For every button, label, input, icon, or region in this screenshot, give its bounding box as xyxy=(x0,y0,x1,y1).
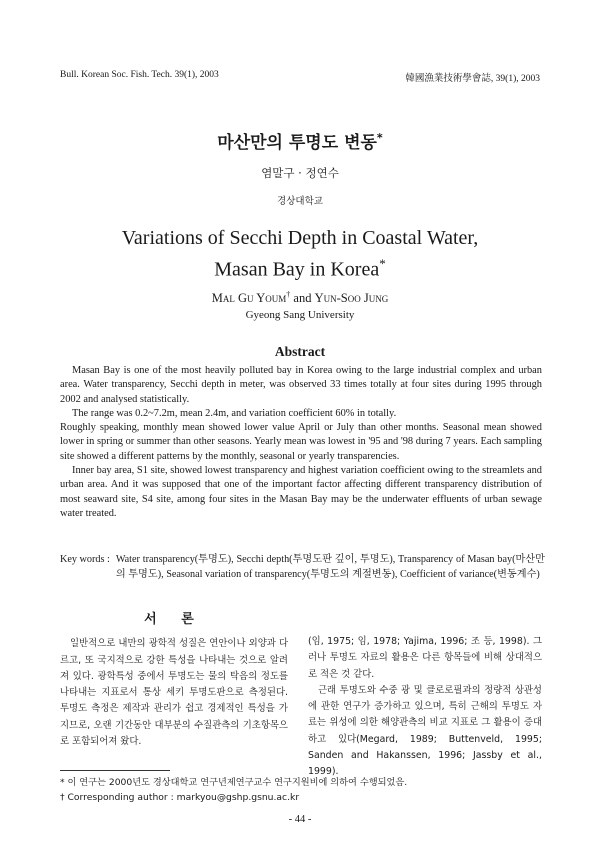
abstract-paragraph-4: Inner bay area, S1 site, showed lowest transparency and highest variation coefficient owing to the streamlets and urban area. And it was supposed that one of the important factor affecting different transparency distribution of most seaward site, S4 site, among four sites in the Masan Bay may be the underwater effluents of urban sewage water treated. xyxy=(60,465,542,519)
authors-korean xyxy=(0,165,600,181)
keywords-label: Key words : xyxy=(60,554,110,565)
corresponding-author-mark: † xyxy=(286,290,291,299)
title-korean-text: 마산만의 투명도 변동 xyxy=(217,133,377,153)
abstract-body xyxy=(60,364,542,521)
abstract-paragraph-3: Roughly speaking, monthly mean showed lower value April or July than other months. Seasonal mean showed lower in spring or summer than other seasons. Yearly mean was lowest in '95 and '98 during 7 years. Each sampling site showed a different patterns by the monthly, seasonal or yearly transparencies. xyxy=(60,422,542,462)
keywords-section xyxy=(60,553,545,582)
intro-heading: 서 론 xyxy=(144,612,204,627)
title-english xyxy=(0,226,600,283)
journal-header-english: Bull. Korean Soc. Fish. Tech. 39(1), 2003 xyxy=(60,70,219,80)
author-2-name: Yun-Soo Jung xyxy=(314,291,389,306)
page-number: - 44 - xyxy=(288,814,312,825)
title-english-line-2 xyxy=(0,251,600,283)
footnote-divider xyxy=(60,770,170,771)
footnote-corresponding-author: † Corresponding author : markyou@gshp.gsnu.ac.kr xyxy=(60,792,300,803)
title-english-footnote-mark: * xyxy=(379,256,386,271)
intro-right-column xyxy=(308,634,542,781)
abstract-paragraph-2: The range was 0.2~7.2m, mean 2.4m, and variation coefficient 60% in totally. xyxy=(72,407,397,419)
intro-paragraph-3: 근래 투명도와 수중 광 및 클로로필과의 정량적 상관성에 관한 연구가 증가하고 있으며, 특히 근해의 투명도 자료는 위성에 의한 해양관측의 비교 지표로 그 활용이 증대하고 있다(Megard, 1989; Buttenveld, 1995; Sanden and Hakanssen, 1996; Jassby et al., 1999). xyxy=(308,684,542,778)
authors-conjunction: and xyxy=(290,291,315,306)
affiliation-korean: 경상대학교 xyxy=(277,196,323,207)
title-english-line-1: Variations of Secchi Depth in Coastal Water, xyxy=(121,227,479,249)
title-korean-footnote-mark: * xyxy=(376,131,383,145)
intro-paragraph-1: 일반적으로 내만의 광학적 성질은 연안이나 외양과 다르고, 또 국지적으로 강한 특성을 나타내는 것으로 알려져 있다. 광학특성 중에서 투명도는 물의 탁음의 정도를 나타내는 지표로서 통상 세키 투명도판으로 측정된다. 투명도 측정은 제작과 관리가 쉽고 경제적인 특성을 가지므로, 오랜 기간동안 대부분의 수질관측의 기초항목으로 포함되어져 왔다. xyxy=(60,638,288,748)
footnote-funding: * 이 연구는 2000년도 경상대학교 연구년제연구교수 연구지원비에 의하여 수행되었음. xyxy=(60,777,408,788)
keywords-list: Water transparency(투명도), Secchi depth(투명도판 깊이, 투명도), Transparency of Masan bay(마산만의 투명도), Seasonal variation of transparency(투명도의 계절변동), Coefficient of variance(변동계수) xyxy=(115,554,545,580)
title-english-line-2-text: Masan Bay in Korea xyxy=(214,258,380,281)
journal-header-korean: 韓國漁業技術學會誌, 39(1), 2003 xyxy=(405,74,540,84)
intro-paragraph-2: (임, 1975; 임, 1978; Yajima, 1996; 조 등, 1998). 그러나 투명도 자료의 활용은 다른 항목들에 비해 상대적으로 적은 것 같다. xyxy=(308,636,542,680)
abstract-paragraph-1: Masan Bay is one of the most heavily polluted bay in Korea owing to the large industrial complex and urban area. Water transparency, Secchi depth in meter, was observed 33 times totally at four sites during 1995 through 2002 and analysed statistically. xyxy=(60,365,542,405)
abstract-heading: Abstract xyxy=(274,344,326,359)
footnotes xyxy=(60,775,407,805)
title-korean xyxy=(0,128,600,153)
intro-left-column xyxy=(60,610,288,750)
affiliation-english: Gyeong Sang University xyxy=(245,309,355,321)
authors-english xyxy=(0,290,600,306)
author-1-name: Mal Gu Youm xyxy=(211,291,287,306)
authors-korean-text: 염말구 · 정연수 xyxy=(261,166,339,180)
